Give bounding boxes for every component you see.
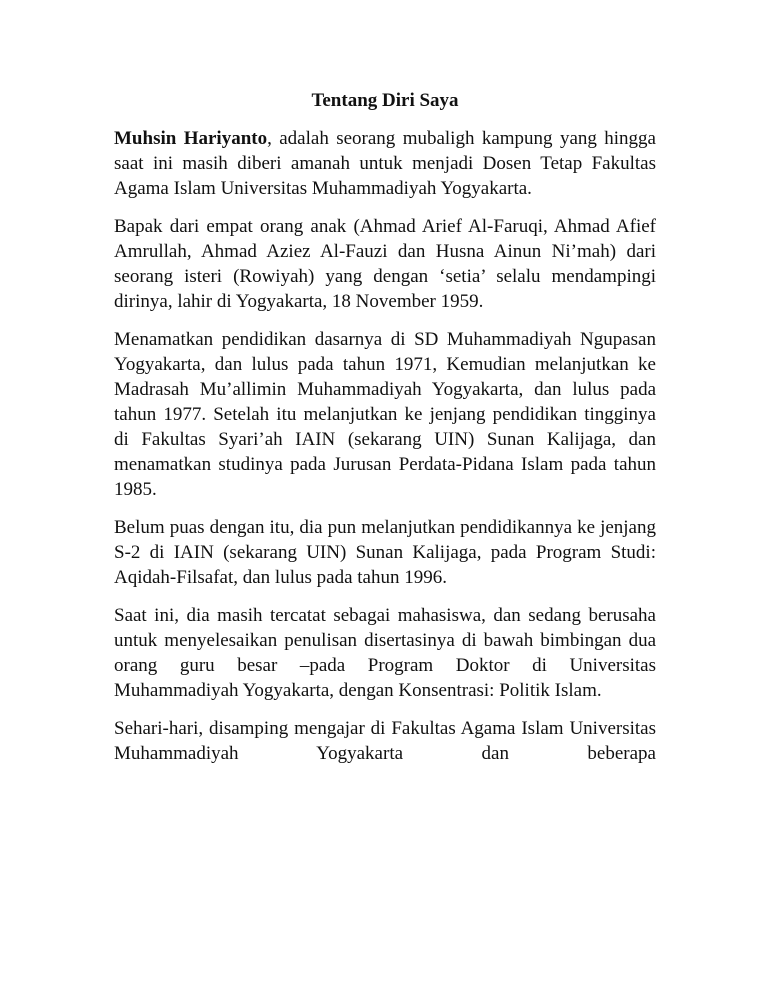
paragraph-doctoral: Saat ini, dia masih tercatat sebagai mahasiswa, dan sedang berusaha untuk menyelesaikan penulisan disertasinya di bawah bimbingan dua orang guru besar –pada Program Doktor di Universitas Muhammadiyah Yogyakarta, dengan Konsentrasi: Politik Islam. — [114, 605, 656, 701]
paragraph-education: Menamatkan pendidikan dasarnya di SD Muhammadiyah Ngupasan Yogyakarta, dan lulus pada tahun 1971, Kemudian melanjutkan ke Madrasah Mu’allimin Muhammadiyah Yogyakarta, dan lulus pada tahun 1977. Setelah itu melanjutkan ke jenjang pendidikan tingginya di Fakultas Syari’ah IAIN (sekarang UIN) Sunan Kalijaga, dan menamatkan studinya pada Jurusan Perdata-Pidana Islam pada tahun 1985. — [114, 329, 656, 500]
document-page — [114, 88, 656, 779]
paragraph-family: Bapak dari empat orang anak (Ahmad Arief Al-Faruqi, Ahmad Afief Amrullah, Ahmad Aziez Al-Fauzi dan Husna Ainun Ni’mah) dari seorang isteri (Rowiyah) yang dengan ‘setia’ selalu mendampingi dirinya, lahir di Yogyakarta, 18 November 1959. — [114, 216, 656, 312]
author-name: Muhsin Hariyanto — [114, 128, 268, 149]
paragraph-daily: Sehari-hari, disamping mengajar di Fakultas Agama Islam Universitas Muhammadiyah Yogyakarta dan beberapa — [114, 718, 656, 764]
intro-text: , adalah seorang mubaligh kampung yang hingga saat ini masih diberi amanah untuk menjadi Dosen Tetap Fakultas Agama Islam Universitas Muhammadiyah Yogyakarta. — [114, 128, 656, 199]
paragraph-intro — [114, 126, 656, 201]
document-title: Tentang Diri Saya — [311, 90, 459, 111]
paragraph-masters: Belum puas dengan itu, dia pun melanjutkan pendidikannya ke jenjang S-2 di IAIN (sekarang UIN) Sunan Kalijaga, pada Program Studi: Aqidah-Filsafat, dan lulus pada tahun 1996. — [114, 517, 656, 588]
